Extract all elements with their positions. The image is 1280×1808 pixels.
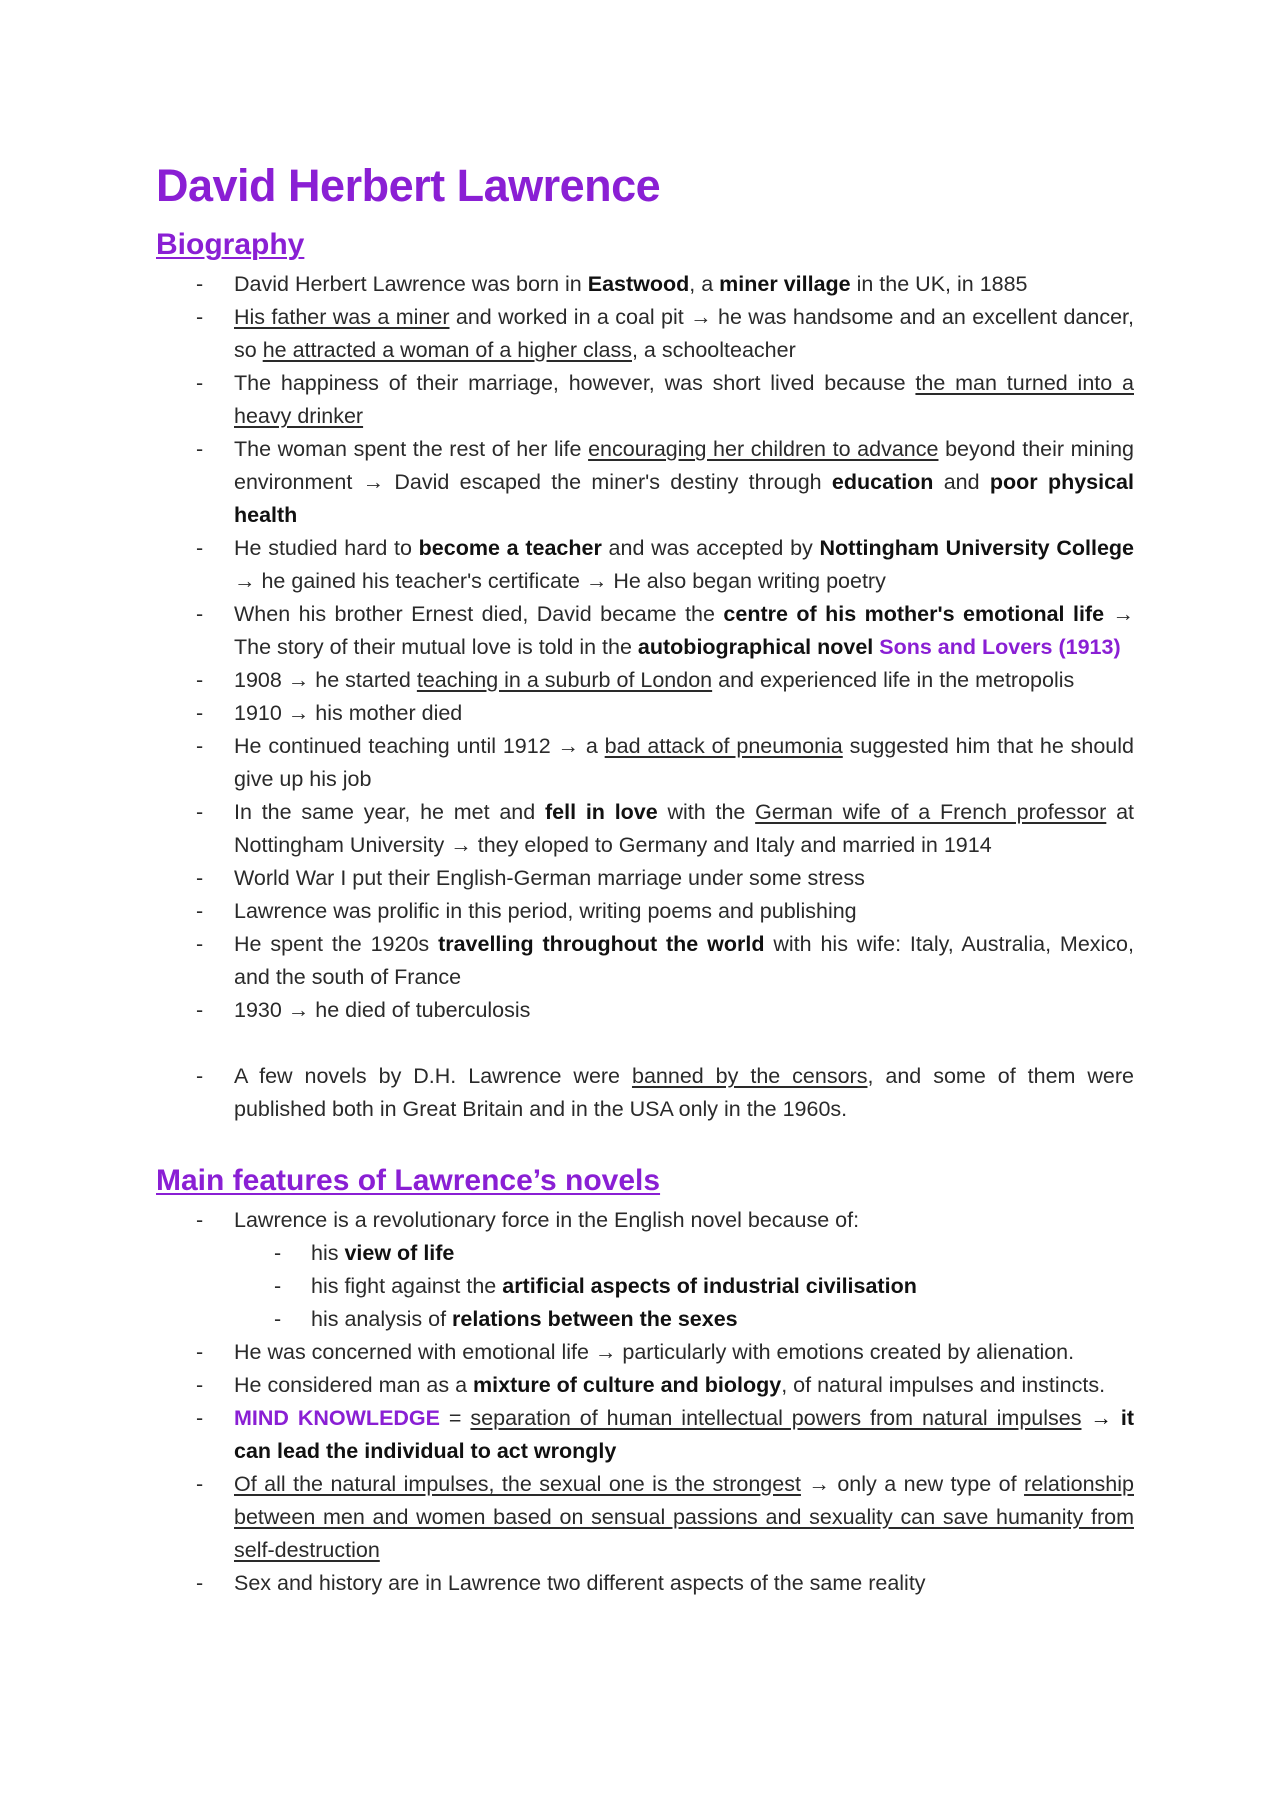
- list-item: - His father was a miner and worked in a coal pit → he was handsome and an excellent dancer, so he attracted a woman of a higher class, a schoolteacher: [156, 301, 1134, 367]
- list-item: - Of all the natural impulses, the sexual one is the strongest → only a new type of relationship between men and women based on sensual passions and sexuality can save humanity from self-destruction: [156, 1468, 1134, 1567]
- list-item: - 1910 → his mother died: [156, 697, 1134, 730]
- list-item: - The woman spent the rest of her life encouraging her children to advance beyond their mining environment → David escaped the miner's destiny through education and poor physical health: [156, 433, 1134, 532]
- page-title: David Herbert Lawrence: [156, 160, 661, 211]
- list-item: - Lawrence is a revolutionary force in the English novel because of:: [156, 1204, 1134, 1237]
- list-item: - MIND KNOWLEDGE = separation of human intellectual powers from natural impulses → it can lead the individual to act wrongly: [156, 1402, 1134, 1468]
- sub-list-item: - his fight against the artificial aspects of industrial civilisation: [156, 1270, 1134, 1303]
- list-item: - The happiness of their marriage, however, was short lived because the man turned into a heavy drinker: [156, 367, 1134, 433]
- list-item: - A few novels by D.H. Lawrence were banned by the censors, and some of them were published both in Great Britain and in the USA only in the 1960s.: [156, 1060, 1134, 1126]
- list-item: - 1908 → he started teaching in a suburb of London and experienced life in the metropolis: [156, 664, 1134, 697]
- list-item: - Lawrence was prolific in this period, writing poems and publishing: [156, 895, 1134, 928]
- section-heading-biography: Biography: [156, 228, 305, 261]
- list-item: - He was concerned with emotional life → particularly with emotions created by alienation.: [156, 1336, 1134, 1369]
- biography-list: [156, 268, 1134, 1126]
- list-item: - Sex and history are in Lawrence two different aspects of the same reality: [156, 1567, 1134, 1600]
- list-item: - World War I put their English-German marriage under some stress: [156, 862, 1134, 895]
- features-list: [156, 1204, 1134, 1237]
- list-item: - He spent the 1920s travelling throughout the world with his wife: Italy, Australia, Mexico, and the south of France: [156, 928, 1134, 994]
- document-content: [156, 150, 1134, 1600]
- section-heading-main-features: Main features of Lawrence’s novels: [156, 1164, 661, 1197]
- list-item: - When his brother Ernest died, David became the centre of his mother's emotional life → The story of their mutual love is told in the autobiographical novel Sons and Lovers (1913): [156, 598, 1134, 664]
- list-item: - He considered man as a mixture of culture and biology, of natural impulses and instincts.: [156, 1369, 1134, 1402]
- sub-list-item: - his view of life: [156, 1237, 1134, 1270]
- features-list-continued: [156, 1336, 1134, 1600]
- list-item: - In the same year, he met and fell in love with the German wife of a French professor at Nottingham University → they eloped to Germany and Italy and married in 1914: [156, 796, 1134, 862]
- features-sublist: [156, 1237, 1134, 1336]
- list-item: - 1930 → he died of tuberculosis: [156, 994, 1134, 1027]
- list-item: - He studied hard to become a teacher and was accepted by Nottingham University College → he gained his teacher's certificate → He also began writing poetry: [156, 532, 1134, 598]
- list-item: - David Herbert Lawrence was born in Eastwood, a miner village in the UK, in 1885: [156, 268, 1134, 301]
- list-item: - He continued teaching until 1912 → a bad attack of pneumonia suggested him that he should give up his job: [156, 730, 1134, 796]
- sub-list-item: - his analysis of relations between the sexes: [156, 1303, 1134, 1336]
